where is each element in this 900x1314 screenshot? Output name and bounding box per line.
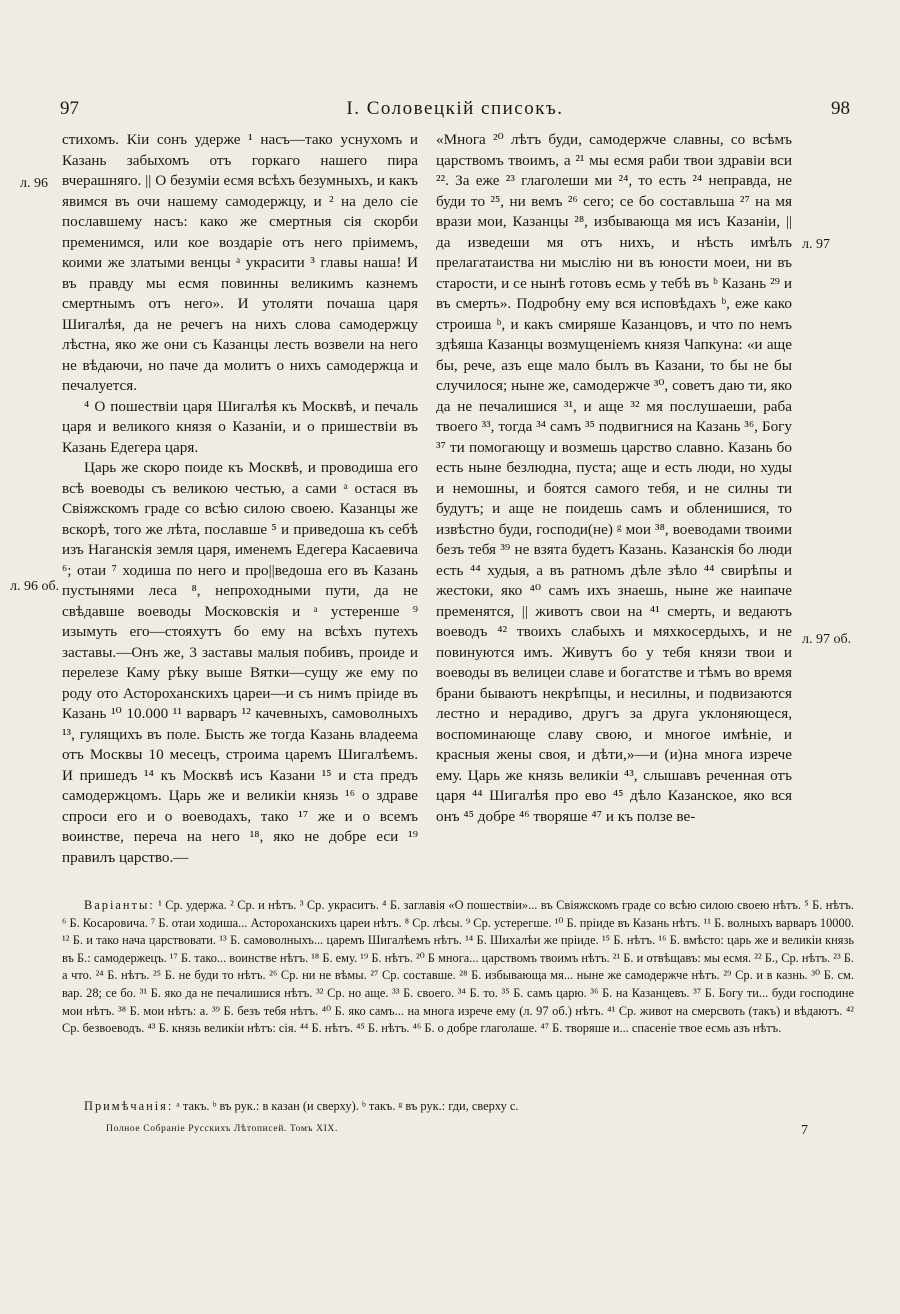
running-title: I. Соловецкій списокъ. bbox=[346, 98, 564, 119]
paragraph: стихомъ. Кіи сонъ удерже ¹ насъ—тако уснухомъ и Казань забыхомъ отъ горкаго нашего пира вчерашняго. || О безуміи есмя всѣхъ безумныхъ, и какъ явимся въ очи нашему самодержцу, и ² на дело сіе пославшему насъ: како же смертныя сія скорби пременимся, или кое воздаріе отъ него пріимемъ, коими же златыми венцы ᵃ украсити ³ главы наша! И въ правду мы есмя повинны великимъ казнемъ смертнымъ отъ него». И утоляти почаша царя Шигалѣя, да не речегъ на нихъ слова самодержцу лѣстна, яко же они съ Казанцы лесть возвели на него не вѣдаючи, но паче да молитъ о нихъ самодержца и печалуется. bbox=[62, 131, 418, 394]
margin-note-folio: л. 97 об. bbox=[802, 632, 852, 647]
paragraph: «Многа ²⁰ лѣтъ буди, самодержче славны, со всѣмъ царствомъ твоимъ, а ²¹ мы есмя раби твои здравіи вси ²². За еже ²³ глаголеши ми ²⁴, то есть ²⁴ неправда, не буди то ²⁵, ни вемъ ²⁶ сего; се бо составльша ²⁷ на мя врази мои, Казанцы ²⁸, избывающа мя исъ Казаніи, || да изведеши мя отъ нихъ, и нѣсть имѣлъ прелагатаиства ни мыслію ни въ юности моеи, ни въ старости, и се нынѣ готовъ есмь у тебѣ въ ᵇ Казань ²⁹ и въ смерть». Подробну ему вся исповѣдахъ ᵇ, еже како строиша ᵇ, и какъ смиряше Казанцовъ, и что по немъ здѣяша Казанцы возмущеніемъ князя Чапкуна: «и аще бы, рече, азъ еще мало былъ въ Казани, то бы не бы случилося; ныне же, самодержче ³⁰, советъ даю ти, яко да не печалишися ³¹, и аще ³² мя послушаеши, раба твоего ³³, тогда ³⁴ самъ ³⁵ подвигнися на Казань ³⁶, Богу ³⁷ ти помогающу и возмешь царство славно. Казань бо есть ныне безлюдна, пуста; аще и есть люди, но худы и немошны, и боятся самого тебя, и не силны ти будутъ; и аще не поидешь самъ и обленишися, то извѣстно буди, господи(не) ᵍ мои ³⁸, воеводами твоими безъ тебя ³⁹ не взята будетъ Казань. Казанскія бо люди есть ⁴⁴ худыя, а въ ратномъ дѣле зѣло ⁴⁴ свирѣпы и жестоки, яко ⁴⁰ самъ ихъ знаешь, ныне же наипаче пременятся, || животъ свои на ⁴¹ смерть, и ведаютъ воеводъ ⁴² твоихъ слабыхъ и мяхкосердыхъ, и не повинуются имъ. Живутъ бо у тебя князи твои и воеводы въ велицеи славе и богатстве и тѣмъ во время брани бываютъ некрѣпцы, и несилны, и подвизаются лестно и нерадиво, другъ за друга уклоняющеся, воспоминающе славу свою, и многое имѣніе, и красныя жены своя, и дѣти,»—и (и)на многа изрече ему. Царь же князь великіи ⁴³, слышавъ реченная отъ царя ⁴⁴ Шигалѣя про ево ⁴⁵ дѣло Казанское, яко вся онъ ⁴⁵ добре ⁴⁶ творяше ⁴⁷ и къ ползе ве- bbox=[436, 131, 792, 825]
notes-section bbox=[62, 1098, 854, 1115]
page-header bbox=[60, 98, 850, 122]
paragraph: Царь же скоро поиде къ Москвѣ, и проводиша его всѣ воеводы съ великою честью, а сами ᵃ остася въ Свіяжскомъ граде со всѣю силою своею. Казанцы же вскорѣ, того же лѣта, пославше ⁵ и приведоша къ себѣ изъ Наганскія земля царя, именемъ Едегера Касаевича ⁶; отаи ⁷ ходиша по него и про||ведоша его въ Казань пустынями леса ⁸, непроходными пути, да не свѣдавше воеводы Московскія и ᵃ устеренше ⁹ изымуть его—стояхутъ бо ему на всѣхъ путехъ заставы.—Онъ же, 3 заставы малыя побивъ, проиде и перелезе Каму рѣку выше Вятки—сущу же ему по роду ото Астороханскихъ цареи—и съ нимъ пріиде въ Казань ¹⁰ 10.000 ¹¹ варваръ ¹² качевныхъ, самоволныхъ ¹³, гулящихъ въ поле. Бысть же тогда Казань владеема отъ Москвы 10 месецъ, строима царемъ Шигалѣемъ. И пришедъ ¹⁴ къ Москвѣ исъ Казани ¹⁵ и ста предъ самодержцомъ. Царь же и великіи князь ¹⁶ о здраве спроси его и о воеводахъ, тако ¹⁷ же и о всемъ воинстве, переча на него ¹⁸, яко не добре еси ¹⁹ правилъ царство.— bbox=[62, 459, 418, 866]
page-number-left: 97 bbox=[60, 98, 79, 119]
variants-text: ¹ Ср. удержа. ² Ср. и нѣтъ. ³ Ср. украситъ. ⁴ Б. заглавія «О пошествіи»... въ Свіяжскомъ граде со всѣю силою своею нѣтъ. ⁵ Б. нѣтъ. ⁶ Б. Косаровича. ⁷ Б. отаи ходиша... Астороханскихъ цареи нѣтъ. ⁸ Ср. лѣсы. ⁹ Ср. устерегше. ¹⁰ Б. пріиде въ Казань нѣтъ. ¹¹ Б. волныхъ варваръ 10000. ¹² Б. и тако нача царствовати. ¹³ Б. самоволныхъ... царемъ Шигалѣемъ нѣтъ. ¹⁴ Б. Шихалѣи же пріиде. ¹⁵ Б. нѣтъ. ¹⁶ Б. вмѣсто: царь же и великіи князь въ Б.: самодержецъ. ¹⁷ Б. тако... воинстве нѣтъ. ¹⁸ Б. ему. ¹⁹ Б. нѣтъ. ²⁰ Б многа... царствомъ твоимъ нѣтъ. ²¹ Б. и отвѣщавъ: мы есмя. ²² Б., Ср. нѣтъ. ²³ Б. а что. ²⁴ Б. нѣтъ. ²⁵ Б. не буди то нѣтъ. ²⁶ Ср. ни не вѣмы. ²⁷ Ср. составше. ²⁸ Б. избывающа мя... ныне же самодержче нѣтъ. ²⁹ Ср. и в казнь. ³⁰ Б. см. вар. 28; се бо. ³¹ Б. яко да не печалишися нѣтъ. ³² Ср. но аще. ³³ Б. своего. ³⁴ Б. то. ³⁵ Б. самъ царю. ³⁶ Б. на Казанцевъ. ³⁷ Б. Богу ти... буди господине мои нѣтъ. ³⁸ Б. мои нѣтъ: а. ³⁹ Б. безъ тебя нѣтъ. ⁴⁰ Б. яко самъ... на многа изрече ему (л. 97 об.) нѣтъ. ⁴¹ Ср. живот на смерсвоть (такъ) и вѣдаютъ. ⁴² Ср. безвоеводъ. ⁴³ Б. князь великіи нѣтъ: сія. ⁴⁴ Б. нѣтъ. ⁴⁵ Б. нѣтъ. ⁴⁶ Б. о добре глаголаше. ⁴⁷ Б. творяше и... спасеніе твое есмь азъ нѣтъ. bbox=[62, 898, 854, 1036]
right-text-column bbox=[436, 130, 792, 827]
notes-text: ᵃ такъ. ᵇ въ рук.: в казан (и сверху). ᵇ такъ. ᵍ въ рук.: гди, сверху с. bbox=[176, 1099, 519, 1113]
chapter-heading: ⁴ О пошествіи царя Шигалѣя къ Москвѣ, и печаль царя и великого князя о Казаніи, и о пришествіи въ Казань Едегера царя. bbox=[62, 397, 418, 456]
collection-footer: Полное Собраніе Русскихъ Лѣтописей. Томъ XIX. bbox=[106, 1123, 338, 1134]
margin-note-folio: л. 96 об. bbox=[10, 579, 60, 594]
notes-label: Примѣчанія: bbox=[84, 1099, 174, 1113]
page-number-right: 98 bbox=[831, 98, 850, 119]
signature-mark: 7 bbox=[801, 1123, 808, 1138]
variants-apparatus bbox=[62, 897, 854, 1038]
margin-note-folio: л. 96 bbox=[20, 176, 48, 191]
left-text-column bbox=[62, 130, 418, 868]
margin-note-folio: л. 97 bbox=[802, 237, 830, 252]
variants-label: Варіанты: bbox=[84, 898, 155, 912]
